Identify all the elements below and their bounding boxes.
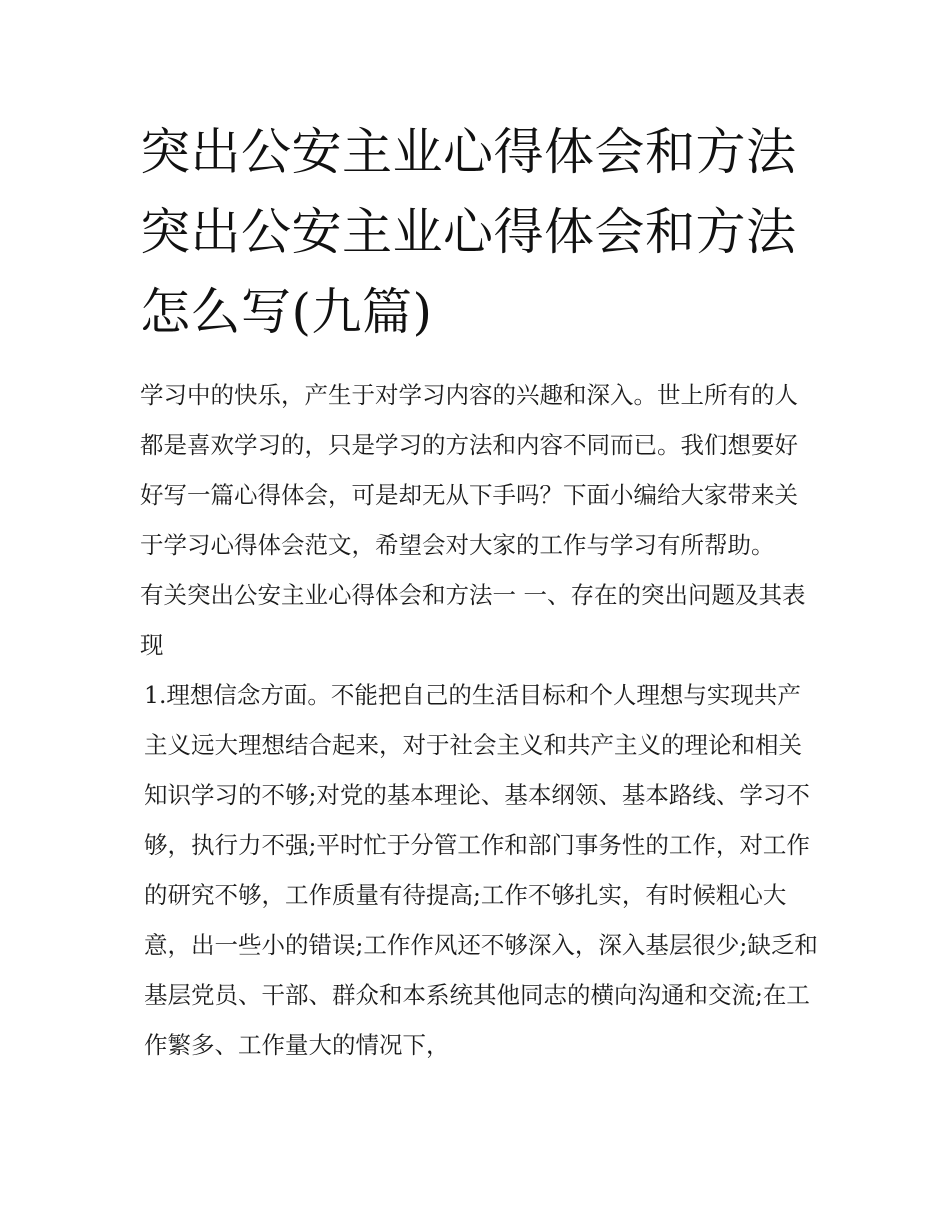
- title-line-2: 突出公安主业心得体会和方法: [140, 203, 797, 261]
- item-1-paragraph: 1.理想信念方面。不能把自己的生活目标和个人理想与实现共产主义远大理想结合起来，对于社会主义和共产主义的理论和相关知识学习的不够;对党的基本理论、基本纲领、基本路线、学习不够，执行力不强;平时忙于分管工作和部门事务性的工作，对工作的研究不够，工作质量有待提高;工作不够扎实，有时候粗心大意，出一些小的错误;工作作风还不够深入，深入基层很少;缺乏和基层党员、干部、群众和本系统其他同志的横向沟通和交流;在工作繁多、工作量大的情况下，: [144, 681, 818, 1059]
- title-line-3: 怎么写(九篇): [140, 283, 433, 341]
- document-body: [140, 370, 820, 1070]
- document-page: [140, 112, 820, 1070]
- document-title: [140, 112, 820, 352]
- title-line-1: 突出公安主业心得体会和方法: [140, 123, 797, 181]
- intro-paragraph: 学习中的快乐，产生于对学习内容的兴趣和深入。世上所有的人都是喜欢学习的，只是学习的方法和内容不同而已。我们想要好好写一篇心得体会，可是却无从下手吗？下面小编给大家带来关于学习心得体会范文，希望会对大家的工作与学习有所帮助。: [140, 381, 798, 559]
- section-heading-paragraph: 有关突出公安主业心得体会和方法一 一、存在的突出问题及其表现: [140, 581, 806, 659]
